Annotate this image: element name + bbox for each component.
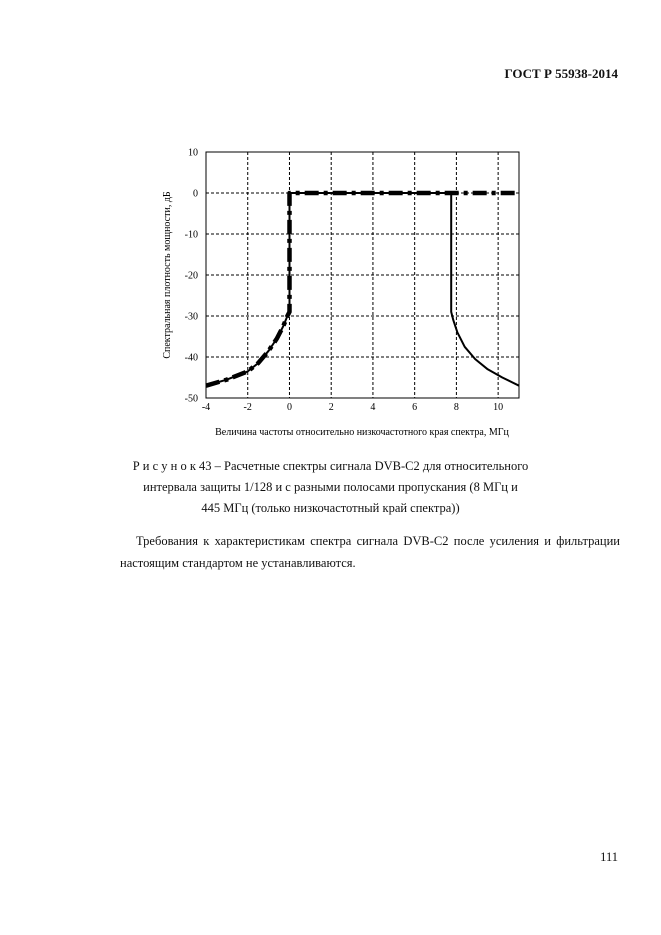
y-tick-labels [185, 148, 198, 405]
caption-line-1: Р и с у н о к 43 – Расчетные спектры сигнала DVB-C2 для относительного [132, 459, 529, 473]
y-tick-label: -50 [184, 393, 198, 405]
x-tick-label: 10 [493, 402, 504, 413]
figure-caption [60, 456, 601, 519]
body-text [120, 530, 620, 574]
y-tick-label: -10 [184, 229, 198, 241]
y-axis-label: Спектральная плотность мощности, дБ [162, 191, 173, 359]
grid [206, 152, 519, 398]
y-tick-label: 10 [188, 147, 198, 159]
x-tick-label: 2 [328, 402, 334, 413]
x-tick-label: 8 [453, 402, 459, 413]
spectrum-chart [150, 140, 550, 442]
x-tick-label: -2 [243, 402, 252, 413]
body-paragraph: Требования к характеристикам спектра сигнала DVB-C2 после усиления и фильтрации настоящим стандартом не устанавливаются. [120, 534, 620, 570]
x-tick-label: 0 [286, 402, 292, 413]
page-number: 111 [600, 850, 618, 864]
y-tick-label: 0 [193, 188, 198, 200]
y-tick-label: -30 [184, 311, 198, 323]
x-tick-label: 4 [370, 402, 376, 413]
x-tick-label: -4 [201, 402, 211, 413]
y-tick-label: -40 [184, 352, 198, 364]
x-tick-labels [202, 402, 503, 413]
x-axis-label: Величина частоты относительно низкочастотного края спектра, МГц [215, 427, 509, 438]
caption-line-2: интервала защиты 1/128 и с разными полосами пропускания (8 МГц и [143, 480, 518, 494]
caption-line-3: 445 МГц (только низкочастотный край спектра)) [201, 501, 460, 515]
document-id: ГОСТ Р 55938-2014 [504, 66, 618, 81]
x-tick-label: 6 [412, 402, 418, 413]
y-tick-label: -20 [184, 270, 198, 282]
